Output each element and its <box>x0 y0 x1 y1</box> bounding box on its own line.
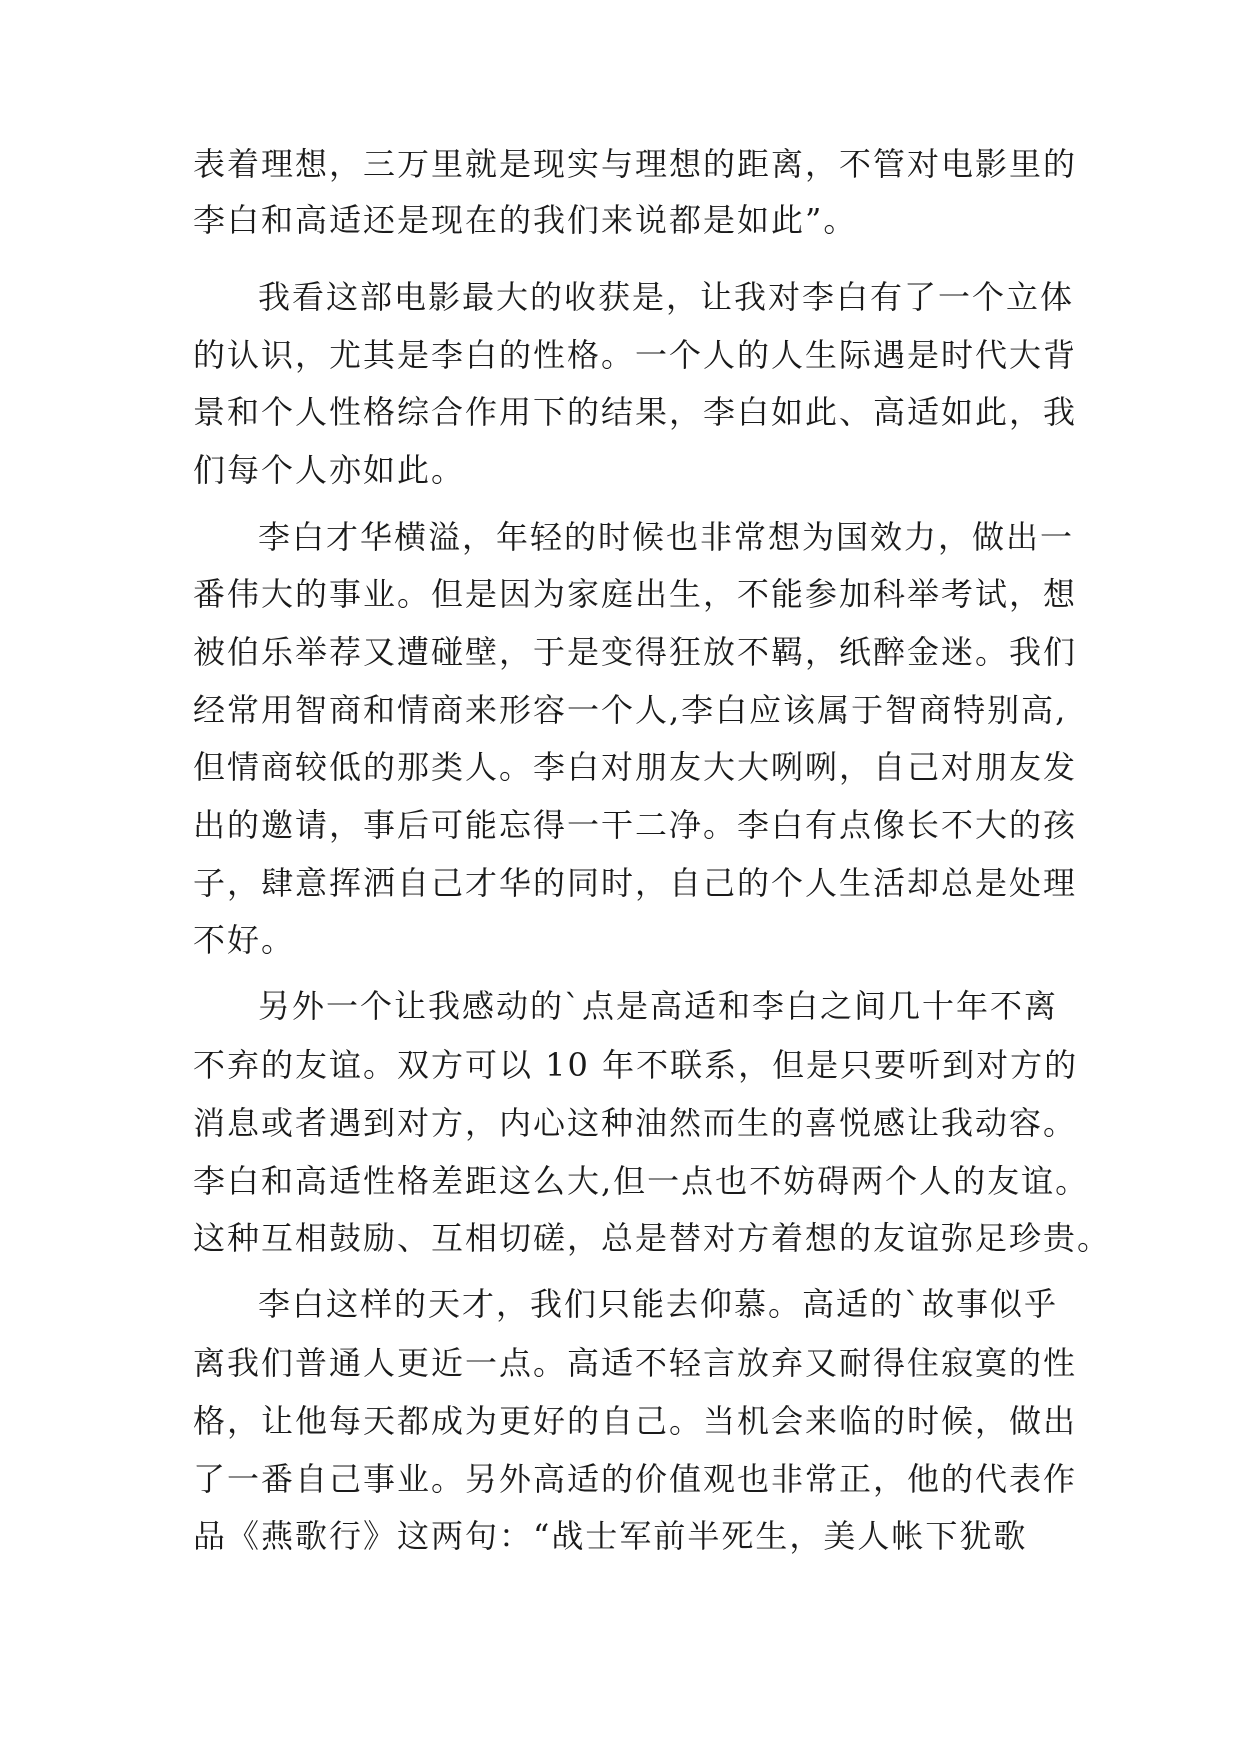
text-line: 番伟大的事业。但是因为家庭出生，不能参加科举考试，想 <box>193 575 1078 613</box>
text-line: 的认识，尤其是李白的性格。一个人的人生际遇是时代大背 <box>193 336 1078 374</box>
text-line: 消息或者遇到对方，内心这种油然而生的喜悦感让我动容。 <box>193 1104 1078 1142</box>
paragraph-first-line: 李白才华横溢，年轻的时候也非常想为国效力，做出一 <box>258 518 1075 556</box>
text-line: 被伯乐举荐又遭碰壁，于是变得狂放不羁，纸醉金迷。我们 <box>193 633 1078 671</box>
text-line: 表着理想，三万里就是现实与理想的距离，不管对电影里的 <box>193 145 1078 183</box>
text-line: 子，肆意挥洒自己才华的同时，自己的个人生活却总是处理 <box>193 864 1078 902</box>
text-line: 李白和高适性格差距这么大,但一点也不妨碍两个人的友谊。 <box>193 1162 1090 1200</box>
text-line: 这种互相鼓励、互相切磋，总是替对方着想的友谊弥足珍贵。 <box>193 1219 1112 1257</box>
paragraph-first-line: 李白这样的天才，我们只能去仰慕。高适的`故事似乎 <box>258 1285 1059 1323</box>
text-line: 不弃的友谊。双方可以 10 年不联系，但是只要听到对方的 <box>193 1046 1079 1084</box>
text-line: 格，让他每天都成为更好的自己。当机会来临的时候，做出 <box>193 1402 1078 1440</box>
text-line: 李白和高适还是现在的我们来说都是如此”。 <box>193 201 858 239</box>
text-line: 经常用智商和情商来形容一个人,李白应该属于智商特别高, <box>193 691 1068 729</box>
text-line: 景和个人性格综合作用下的结果，李白如此、高适如此，我 <box>193 393 1078 431</box>
text-line: 但情商较低的那类人。李白对朋友大大咧咧，自己对朋友发 <box>193 748 1078 786</box>
paragraph-first-line: 另外一个让我感动的`点是高适和李白之间几十年不离 <box>258 987 1059 1025</box>
text-line: 离我们普通人更近一点。高适不轻言放弃又耐得住寂寞的性 <box>193 1344 1078 1382</box>
text-line: 出的邀请，事后可能忘得一干二净。李白有点像长不大的孩 <box>193 806 1078 844</box>
text-line: 了一番自己事业。另外高适的价值观也非常正，他的代表作 <box>193 1460 1078 1498</box>
paragraph-first-line: 我看这部电影最大的收获是，让我对李白有了一个立体 <box>258 278 1075 316</box>
text-line: 品《燕歌行》这两句：“战士军前半死生，美人帐下犹歌 <box>193 1517 1028 1555</box>
text-line: 不好。 <box>193 921 296 959</box>
text-line: 们每个人亦如此。 <box>193 451 466 489</box>
